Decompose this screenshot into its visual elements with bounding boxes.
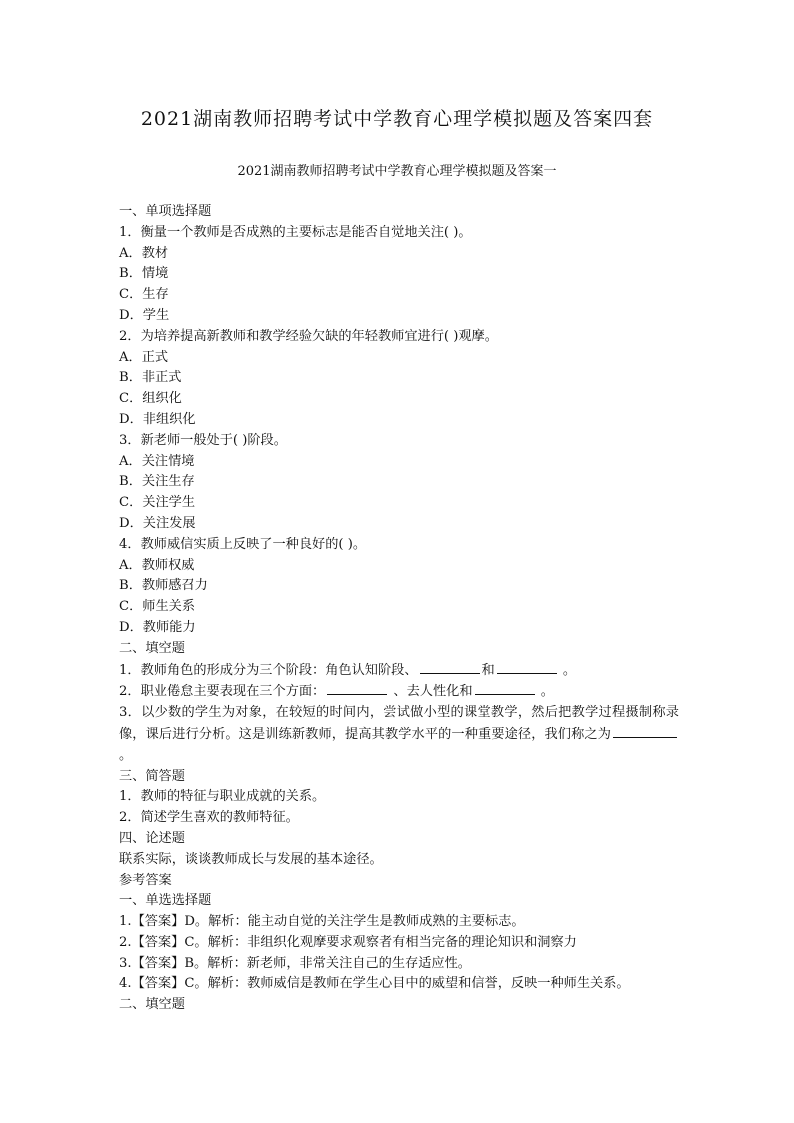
option: A．教材 — [119, 245, 169, 261]
section-heading-fill-blank: 二、填空题 — [119, 640, 185, 656]
section-heading-essay: 四、论述题 — [119, 830, 185, 846]
option: B．教师感召力 — [119, 578, 208, 594]
option: D．关注发展 — [119, 515, 196, 531]
option: A．关注情境 — [119, 453, 195, 469]
answer-blank — [475, 681, 535, 695]
short-answer-question: 2．简述学生喜欢的教师特征。 — [119, 810, 299, 826]
option: C．生存 — [119, 287, 169, 303]
option: D．教师能力 — [119, 619, 196, 635]
answer-item: 3.【答案】B。解析：新老师，非常关注自己的生存适应性。 — [119, 955, 471, 971]
option: A．教师权威 — [119, 557, 195, 573]
option: C．关注学生 — [119, 495, 196, 511]
fill-question-3 — [119, 703, 679, 766]
section-heading-short-answer: 三、简答题 — [119, 768, 185, 784]
fill-question-2 — [119, 681, 679, 703]
option: B．非正式 — [119, 370, 182, 386]
document-body — [119, 202, 679, 1016]
answer-blank — [497, 660, 557, 674]
answer-item: 1.【答案】D。解析：能主动自觉的关注学生是教师成熟的主要标志。 — [119, 914, 525, 930]
fill-question-3-text: 3．以少数的学生为对象，在较短的时间内，尝试做小型的课堂教学，然后把教学过程摄制称录像，课后进行分析。这是训练新教师，提高其教学水平的一种重要途径，我们称之为 — [119, 705, 679, 742]
fill-question-2-prefix: 2．职业倦怠主要表现在三个方面： — [119, 684, 326, 700]
answer-blank — [420, 660, 480, 674]
essay-question: 联系实际，谈谈教师成长与发展的基本途径。 — [119, 851, 383, 867]
answer-blank — [327, 681, 387, 695]
answer-item: 4.【答案】C。解析：教师威信是教师在学生心目中的威望和信誉，反映一种师生关系。 — [119, 976, 630, 992]
fill-question-2-suffix: 。 — [540, 684, 554, 700]
answer-blank — [613, 724, 677, 738]
option: B．情境 — [119, 266, 169, 282]
question-stem: 1．衡量一个教师是否成熟的主要标志是能否自觉地关注( )。 — [119, 224, 472, 240]
question-stem: 2．为培养提高新教师和教学经验欠缺的年轻教师宜进行( )观摩。 — [119, 328, 498, 344]
fill-question-1-prefix: 1．教师角色的形成分为三个阶段：角色认知阶段、 — [119, 662, 418, 678]
answers-single-heading: 一、单选选择题 — [119, 893, 212, 909]
option: C．师生关系 — [119, 599, 196, 615]
answer-item: 2.【答案】C。解析：非组织化观摩要求观察者有相当完备的理论知识和洞察力 — [119, 934, 577, 950]
option: B．关注生存 — [119, 474, 195, 490]
option: A．正式 — [119, 349, 169, 365]
fill-question-2-middle: 、去人性化和 — [393, 684, 473, 700]
fill-question-1 — [119, 660, 679, 682]
fill-question-3-suffix: 。 — [119, 747, 133, 763]
document-subtitle: 2021湖南教师招聘考试中学教育心理学模拟题及答案一 — [237, 164, 557, 179]
answers-fill-heading: 二、填空题 — [119, 997, 185, 1013]
fill-question-1-suffix: 。 — [562, 662, 577, 678]
question-stem: 4．教师威信实质上反映了一种良好的( )。 — [119, 536, 367, 552]
option: C．组织化 — [119, 391, 182, 407]
short-answer-question: 1．教师的特征与职业成就的关系。 — [119, 789, 326, 805]
section-heading-single-choice: 一、单项选择题 — [119, 204, 212, 219]
answers-heading: 参考答案 — [119, 872, 172, 888]
fill-question-1-middle: 和 — [481, 662, 495, 678]
page-title: 2021湖南教师招聘考试中学教育心理学模拟题及答案四套 — [140, 108, 654, 130]
option: D．非组织化 — [119, 411, 196, 427]
option: D．学生 — [119, 307, 170, 323]
question-stem: 3．新老师一般处于( )阶段。 — [119, 432, 287, 448]
